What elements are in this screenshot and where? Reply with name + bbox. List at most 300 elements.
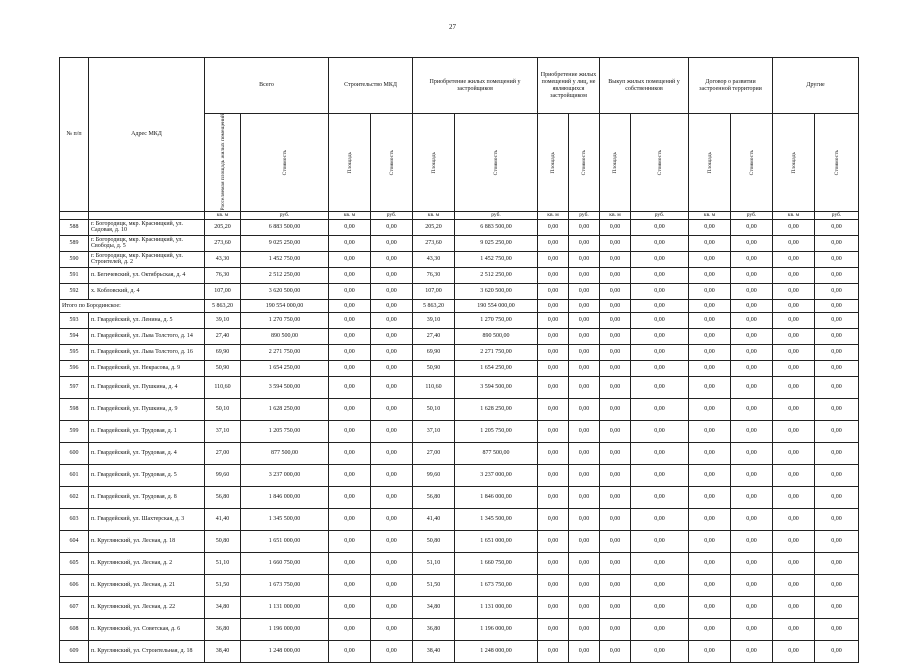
cell-area: 0,00: [538, 312, 569, 328]
subheader-area: [600, 114, 631, 212]
cell-cost: 0,00: [631, 219, 689, 235]
row-number: 593: [60, 312, 89, 328]
unit-cost: руб.: [731, 211, 773, 219]
cell-cost: 3 594 500,00: [241, 376, 329, 398]
cell-area: 0,00: [689, 328, 731, 344]
cell-area: 76,30: [205, 267, 241, 283]
cell-area: 0,00: [773, 398, 815, 420]
cell-area: 0,00: [689, 574, 731, 596]
cell-cost: 0,00: [569, 552, 600, 574]
cell-area: 0,00: [329, 508, 371, 530]
row-number: 608: [60, 618, 89, 640]
cell-area: 0,00: [329, 328, 371, 344]
cell-area: 0,00: [538, 508, 569, 530]
cell-cost: 1 654 250,00: [455, 360, 538, 376]
row-address: п. Гвардейский, ул. Льва Толстого, д. 14: [89, 328, 205, 344]
row-number: 589: [60, 235, 89, 251]
cell-area: 0,00: [329, 640, 371, 662]
unit-area: кв. м: [205, 211, 241, 219]
housing-table: [59, 57, 859, 663]
cell-area: 0,00: [773, 235, 815, 251]
cell-cost: 1 270 750,00: [455, 312, 538, 328]
row-address: п. Гвардейский, ул. Некрасова, д. 9: [89, 360, 205, 376]
table-row: [60, 398, 859, 420]
cell-cost: 9 025 250,00: [455, 235, 538, 251]
cell-area: 0,00: [773, 508, 815, 530]
cell-cost: 1 205 750,00: [455, 420, 538, 442]
row-address: п. Круглянский, ул. Лесная, д. 21: [89, 574, 205, 596]
cell-cost: 0,00: [569, 640, 600, 662]
cell-cost: 1 345 500,00: [241, 508, 329, 530]
cell-cost: 1 452 750,00: [241, 251, 329, 267]
cell-area: 0,00: [773, 574, 815, 596]
cell-cost: 0,00: [631, 442, 689, 464]
table-row: [60, 596, 859, 618]
cell-area: 0,00: [773, 596, 815, 618]
cell-area: 0,00: [600, 360, 631, 376]
table-row: [60, 376, 859, 398]
cell-area: 0,00: [538, 486, 569, 508]
cell-cost: 0,00: [631, 530, 689, 552]
cell-area: 0,00: [773, 312, 815, 328]
subheader-label: Стоимость: [833, 149, 840, 175]
cell-cost: 0,00: [815, 283, 859, 299]
cell-area: 0,00: [538, 420, 569, 442]
cell-area: 110,60: [205, 376, 241, 398]
cell-cost: 0,00: [569, 344, 600, 360]
table-row: [60, 219, 859, 235]
cell-area: 37,10: [205, 420, 241, 442]
row-address: п. Круглянский, ул. Лесная, д. 18: [89, 530, 205, 552]
cell-area: 0,00: [773, 376, 815, 398]
subheader-label: Стоимость: [388, 149, 395, 175]
cell-area: 0,00: [600, 283, 631, 299]
cell-cost: 0,00: [815, 464, 859, 486]
cell-area: 69,90: [205, 344, 241, 360]
header-npp: № п/п: [60, 58, 89, 212]
cell-cost: 0,00: [731, 344, 773, 360]
cell-cost: 0,00: [815, 640, 859, 662]
cell-area: 205,20: [205, 219, 241, 235]
cell-area: 38,40: [413, 640, 455, 662]
cell-cost: 0,00: [631, 376, 689, 398]
cell-cost: 0,00: [731, 283, 773, 299]
unit-blank: [89, 211, 205, 219]
cell-area: 50,80: [413, 530, 455, 552]
cell-area: 0,00: [689, 464, 731, 486]
cell-cost: 0,00: [569, 574, 600, 596]
cell-area: 50,80: [205, 530, 241, 552]
cell-cost: 0,00: [371, 267, 413, 283]
total-label: Итого по Бородинское:: [60, 299, 205, 312]
unit-cost: руб.: [569, 211, 600, 219]
table-body: [60, 219, 859, 662]
cell-cost: 0,00: [815, 251, 859, 267]
total-area: 0,00: [329, 299, 371, 312]
cell-cost: 0,00: [569, 508, 600, 530]
cell-cost: 0,00: [815, 219, 859, 235]
table-row: [60, 267, 859, 283]
cell-area: 0,00: [773, 251, 815, 267]
cell-area: 50,10: [413, 398, 455, 420]
cell-area: 0,00: [600, 251, 631, 267]
cell-area: 41,40: [205, 508, 241, 530]
table-row: [60, 464, 859, 486]
unit-area: кв. м: [538, 211, 569, 219]
cell-cost: 0,00: [731, 640, 773, 662]
cell-cost: 6 883 500,00: [455, 219, 538, 235]
cell-area: 0,00: [773, 344, 815, 360]
cell-area: 0,00: [329, 464, 371, 486]
table-row: [60, 251, 859, 267]
cell-area: 0,00: [329, 486, 371, 508]
cell-cost: 0,00: [815, 530, 859, 552]
cell-area: 0,00: [329, 376, 371, 398]
cell-area: 0,00: [689, 530, 731, 552]
table-row: [60, 508, 859, 530]
cell-cost: 2 271 750,00: [455, 344, 538, 360]
cell-cost: 1 270 750,00: [241, 312, 329, 328]
cell-area: 273,60: [205, 235, 241, 251]
cell-cost: 0,00: [569, 376, 600, 398]
cell-area: 39,10: [205, 312, 241, 328]
cell-cost: 0,00: [815, 360, 859, 376]
cell-area: 0,00: [689, 312, 731, 328]
cell-area: 0,00: [600, 618, 631, 640]
cell-area: 0,00: [538, 442, 569, 464]
cell-cost: 0,00: [631, 618, 689, 640]
cell-area: 27,00: [413, 442, 455, 464]
cell-area: 76,30: [413, 267, 455, 283]
cell-area: 51,50: [205, 574, 241, 596]
cell-cost: 0,00: [631, 552, 689, 574]
cell-area: 0,00: [538, 360, 569, 376]
cell-cost: 877 500,00: [455, 442, 538, 464]
cell-cost: 0,00: [371, 398, 413, 420]
cell-cost: 3 620 500,00: [241, 283, 329, 299]
cell-area: 0,00: [538, 596, 569, 618]
cell-area: 0,00: [689, 219, 731, 235]
cell-cost: 2 512 250,00: [241, 267, 329, 283]
header-group-buyout: Выкуп жилых помещений у собственников: [600, 58, 689, 114]
cell-area: 0,00: [689, 508, 731, 530]
row-address: п. Гвардейский, ул. Пушкина, д. 9: [89, 398, 205, 420]
header-group-developers: Приобретение жилых помещений у застройщиков: [413, 58, 538, 114]
cell-area: 0,00: [600, 420, 631, 442]
cell-area: 0,00: [689, 360, 731, 376]
cell-cost: 877 500,00: [241, 442, 329, 464]
subheader-cost: [241, 114, 329, 212]
cell-cost: 0,00: [569, 596, 600, 618]
cell-cost: 1 628 250,00: [455, 398, 538, 420]
subheader-label: Стоимость: [748, 149, 755, 175]
cell-area: 0,00: [538, 574, 569, 596]
cell-cost: 0,00: [731, 508, 773, 530]
cell-cost: 0,00: [731, 574, 773, 596]
cell-area: 43,30: [413, 251, 455, 267]
cell-area: 0,00: [600, 376, 631, 398]
cell-cost: 1 651 000,00: [455, 530, 538, 552]
total-cost: 0,00: [631, 299, 689, 312]
cell-area: 0,00: [538, 267, 569, 283]
table-row: [60, 283, 859, 299]
cell-cost: 0,00: [731, 219, 773, 235]
subheader-cost: [815, 114, 859, 212]
cell-cost: 0,00: [631, 640, 689, 662]
cell-area: 39,10: [413, 312, 455, 328]
cell-cost: 0,00: [731, 312, 773, 328]
cell-cost: 0,00: [569, 360, 600, 376]
cell-cost: 0,00: [631, 344, 689, 360]
cell-area: 27,00: [205, 442, 241, 464]
subheader-label: Расселяемая площадь жилых помещений: [219, 114, 226, 211]
row-number: 604: [60, 530, 89, 552]
cell-area: 0,00: [689, 398, 731, 420]
cell-cost: 0,00: [731, 486, 773, 508]
cell-area: 0,00: [538, 376, 569, 398]
cell-area: 0,00: [538, 235, 569, 251]
cell-cost: 0,00: [731, 596, 773, 618]
cell-area: 0,00: [538, 552, 569, 574]
unit-area: кв. м: [413, 211, 455, 219]
cell-area: 0,00: [600, 398, 631, 420]
cell-cost: 0,00: [815, 442, 859, 464]
cell-cost: 0,00: [631, 251, 689, 267]
row-number: 609: [60, 640, 89, 662]
row-address: п. Круглянский, ул. Советская, д. 6: [89, 618, 205, 640]
cell-cost: 0,00: [815, 574, 859, 596]
cell-area: 51,10: [413, 552, 455, 574]
cell-cost: 0,00: [371, 442, 413, 464]
row-number: 588: [60, 219, 89, 235]
cell-area: 0,00: [538, 398, 569, 420]
row-address: п. Гвардейский, ул. Трудовая, д. 1: [89, 420, 205, 442]
subheader-area: [329, 114, 371, 212]
page-number: 27: [449, 23, 456, 31]
cell-cost: 0,00: [815, 328, 859, 344]
cell-cost: 0,00: [631, 464, 689, 486]
total-cost: 0,00: [371, 299, 413, 312]
cell-area: 0,00: [329, 251, 371, 267]
cell-cost: 1 248 000,00: [241, 640, 329, 662]
cell-cost: 0,00: [731, 464, 773, 486]
cell-cost: 0,00: [371, 486, 413, 508]
cell-area: 50,90: [413, 360, 455, 376]
cell-cost: 1 345 500,00: [455, 508, 538, 530]
cell-cost: 0,00: [569, 398, 600, 420]
cell-cost: 9 025 250,00: [241, 235, 329, 251]
cell-area: 0,00: [538, 618, 569, 640]
row-number: 603: [60, 508, 89, 530]
cell-area: 0,00: [600, 267, 631, 283]
cell-cost: 0,00: [371, 464, 413, 486]
cell-area: 0,00: [689, 552, 731, 574]
row-number: 590: [60, 251, 89, 267]
total-cost: 0,00: [815, 299, 859, 312]
table-row: [60, 328, 859, 344]
cell-cost: 0,00: [569, 486, 600, 508]
row-number: 606: [60, 574, 89, 596]
cell-area: 0,00: [773, 530, 815, 552]
cell-area: 0,00: [538, 251, 569, 267]
row-number: 595: [60, 344, 89, 360]
cell-area: 0,00: [773, 552, 815, 574]
cell-cost: 2 512 250,00: [455, 267, 538, 283]
cell-cost: 0,00: [631, 267, 689, 283]
cell-cost: 0,00: [569, 251, 600, 267]
table-row: [60, 574, 859, 596]
row-address: п. Гвардейский, ул. Трудовая, д. 8: [89, 486, 205, 508]
total-cost: 190 554 000,00: [241, 299, 329, 312]
table-row: [60, 344, 859, 360]
unit-area: кв. м: [600, 211, 631, 219]
cell-cost: 1 196 000,00: [455, 618, 538, 640]
cell-area: 0,00: [600, 344, 631, 360]
cell-area: 0,00: [600, 464, 631, 486]
cell-cost: 0,00: [569, 530, 600, 552]
table-row: [60, 640, 859, 662]
row-address: п. Гвардейский, ул. Трудовая, д. 5: [89, 464, 205, 486]
cell-area: 0,00: [329, 283, 371, 299]
cell-cost: 1 654 250,00: [241, 360, 329, 376]
cell-area: 0,00: [600, 552, 631, 574]
row-number: 599: [60, 420, 89, 442]
cell-cost: 0,00: [569, 283, 600, 299]
cell-area: 0,00: [538, 328, 569, 344]
cell-cost: 0,00: [371, 283, 413, 299]
table-row: [60, 360, 859, 376]
cell-area: 50,10: [205, 398, 241, 420]
row-address: г. Богородицк, мкр. Красницкий, ул. Свободы, д. 5: [89, 235, 205, 251]
cell-cost: 1 660 750,00: [241, 552, 329, 574]
cell-area: 0,00: [538, 283, 569, 299]
cell-cost: 0,00: [731, 530, 773, 552]
subheader-label: Площадь: [790, 151, 797, 173]
cell-area: 0,00: [538, 530, 569, 552]
cell-area: 0,00: [329, 360, 371, 376]
unit-cost: руб.: [455, 211, 538, 219]
row-number: 594: [60, 328, 89, 344]
cell-area: 0,00: [773, 283, 815, 299]
cell-cost: 0,00: [631, 486, 689, 508]
row-number: 598: [60, 398, 89, 420]
cell-cost: 0,00: [631, 574, 689, 596]
row-address: п. Круглянский, ул. Лесная, д. 2: [89, 552, 205, 574]
cell-cost: 1 846 000,00: [455, 486, 538, 508]
cell-area: 107,00: [413, 283, 455, 299]
row-number: 602: [60, 486, 89, 508]
cell-cost: 0,00: [815, 398, 859, 420]
cell-cost: 0,00: [371, 618, 413, 640]
subheader-area: [689, 114, 731, 212]
cell-area: 38,40: [205, 640, 241, 662]
subheader-cost: [731, 114, 773, 212]
cell-area: 0,00: [329, 574, 371, 596]
cell-area: 0,00: [329, 219, 371, 235]
cell-cost: 1 673 750,00: [241, 574, 329, 596]
table-row: [60, 530, 859, 552]
cell-cost: 1 660 750,00: [455, 552, 538, 574]
cell-cost: 0,00: [371, 530, 413, 552]
cell-area: 0,00: [689, 442, 731, 464]
cell-area: 69,90: [413, 344, 455, 360]
cell-cost: 0,00: [371, 376, 413, 398]
subheader-cost: [371, 114, 413, 212]
header-units: [60, 211, 859, 219]
header-group-total: Всего: [205, 58, 329, 114]
cell-area: 51,10: [205, 552, 241, 574]
cell-cost: 3 237 000,00: [241, 464, 329, 486]
cell-area: 110,60: [413, 376, 455, 398]
cell-area: 27,40: [413, 328, 455, 344]
cell-cost: 0,00: [631, 328, 689, 344]
subheader-label: Площадь: [612, 151, 619, 173]
cell-area: 0,00: [600, 235, 631, 251]
row-address: п. Круглянский, ул. Строительная, д. 18: [89, 640, 205, 662]
cell-cost: 0,00: [815, 344, 859, 360]
cell-area: 34,80: [413, 596, 455, 618]
row-address: п. Гвардейский, ул. Трудовая, д. 4: [89, 442, 205, 464]
row-address: х. Кобловский, д. 4: [89, 283, 205, 299]
cell-cost: 3 594 500,00: [455, 376, 538, 398]
unit-area: кв. м: [689, 211, 731, 219]
cell-cost: 1 131 000,00: [455, 596, 538, 618]
row-address: п. Гвардейский, ул. Шахтерская, д. 3: [89, 508, 205, 530]
cell-cost: 1 131 000,00: [241, 596, 329, 618]
cell-area: 0,00: [689, 596, 731, 618]
unit-cost: руб.: [241, 211, 329, 219]
cell-cost: 1 846 000,00: [241, 486, 329, 508]
cell-cost: 0,00: [371, 344, 413, 360]
row-address: г. Богородицк, мкр. Красницкий, ул. Садовая, д. 10: [89, 219, 205, 235]
cell-cost: 0,00: [731, 442, 773, 464]
cell-cost: 0,00: [731, 398, 773, 420]
cell-cost: 0,00: [371, 328, 413, 344]
unit-area: кв. м: [329, 211, 371, 219]
subheader-cost: [569, 114, 600, 212]
cell-cost: 0,00: [815, 486, 859, 508]
cell-cost: 0,00: [631, 283, 689, 299]
cell-area: 0,00: [600, 328, 631, 344]
cell-cost: 0,00: [569, 442, 600, 464]
cell-cost: 0,00: [815, 618, 859, 640]
cell-cost: 0,00: [731, 618, 773, 640]
cell-cost: 0,00: [371, 640, 413, 662]
cell-cost: 0,00: [815, 235, 859, 251]
cell-cost: 2 271 750,00: [241, 344, 329, 360]
subheader-area: [413, 114, 455, 212]
row-number: 601: [60, 464, 89, 486]
cell-cost: 0,00: [371, 219, 413, 235]
row-address: п. Гвардейский, ул. Пушкина, д. 4: [89, 376, 205, 398]
cell-area: 0,00: [538, 344, 569, 360]
cell-area: 0,00: [773, 267, 815, 283]
cell-area: 99,60: [413, 464, 455, 486]
cell-cost: 0,00: [631, 312, 689, 328]
subheader-area: [773, 114, 815, 212]
subheader-label: Площадь: [346, 151, 353, 173]
cell-area: 205,20: [413, 219, 455, 235]
table-row: [60, 618, 859, 640]
cell-area: 0,00: [689, 283, 731, 299]
cell-area: 0,00: [689, 640, 731, 662]
cell-cost: 0,00: [815, 596, 859, 618]
cell-area: 0,00: [600, 486, 631, 508]
cell-cost: 0,00: [569, 618, 600, 640]
subheader-label: Стоимость: [493, 149, 500, 175]
total-area: 0,00: [773, 299, 815, 312]
table-row: [60, 552, 859, 574]
